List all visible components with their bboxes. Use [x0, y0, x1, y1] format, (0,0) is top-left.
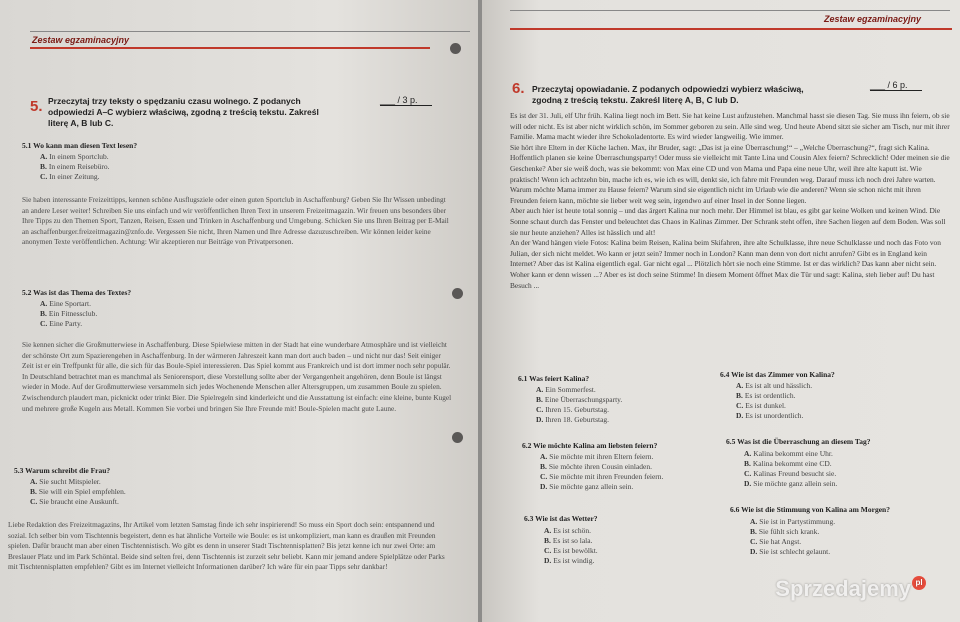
option[interactable]: A. Es ist schön.	[544, 526, 592, 535]
text-3: Liebe Redaktion des Freizeitmagazins, Ihr Artikel vom letzten Samstag finde ich sehr inspirierend! So muss ein Sport doch sein: entspannend und sozial. Ich selber bin vom Tischtennis begeistert, denn es hat ähnliche Vorteile wie Boule: es ist unkompliziert, man kann es draußen mit Freunden spielen. Dafür braucht man aber einen Tischtennistisch. Wo gibt es denn in unserer Stadt Tischtennisplatten? Bis jetzt kenne ich nur zwei Orte: am Breslauer Platz und im Park Schöntal. Beide sind selten frei, denn Tischtennis ist zurzeit sehr beliebt. Kann mir jemand andere Spielplätze oder Parks mit Tischtennisplatten empfehlen? Gibt es im Internet vielleicht Informationen darüber? Ich wäre für ein paar Tipps sehr dankbar!	[8, 520, 445, 572]
option[interactable]: A. In einem Sportclub.	[40, 152, 109, 161]
option[interactable]: C. Sie braucht eine Auskunft.	[30, 497, 119, 506]
option[interactable]: C. Es ist bewölkt.	[544, 546, 598, 555]
options-6-1	[536, 385, 622, 425]
question-5-2: 5.2 Was ist das Thema des Textes?	[22, 288, 132, 297]
story-paragraph: Aber auch hier ist heute total sonnig – und das ärgert Kalina nur noch mehr. Der Himmel ist blau, es gibt gar keine Wolken und keinen Wind. Die Sonne schaut durch das Fenster und beleuchtet das Chaos in Kalinas Zimmer. Der Schrank steht offen, ihre Sachen liegen auf dem Boden. Was soll sie nur heute anziehen? Alles ist hässlich und alt!	[510, 206, 946, 237]
option[interactable]: B. Kalina bekommt eine CD.	[744, 459, 832, 468]
header-rule	[30, 31, 470, 32]
page-header: Zestaw egzaminacyjny	[32, 35, 130, 45]
option[interactable]: B. Es ist so lala.	[544, 536, 593, 545]
question-5-1: 5.1 Wo kann man diesen Text lesen?	[22, 141, 138, 150]
watermark-logo: Sprzedajemy pl	[775, 576, 926, 602]
story-paragraph: Sie hört ihre Eltern in der Küche lachen. Max, ihr Bruder, sagt: „Das ist ja eine Überraschung!“ – „Welche Überraschung?“, fragt sich Kalina. Hoffentlich planen sie keine Überraschungsparty! Oder muss sie vielleicht mit Tante Lina und Cousin Alex feiern? Schrecklich! Oder meinen sie die Geschenke? Aber sie weiß doch, was sie bekommt: von Max eine CD und von Mama und Papa eine neue Uhr, weil ihre alte kaputt ist. Wie praktisch! Wenn ich achtzehn bin, mache ich es, wie ich es will, denkt sie, ich fahre mit Freunden weg. Darauf muss ich noch drei Jahre warten. Warum möchte Mama immer zu Hause feiern? Warum sind sie eigentlich nicht im Urlaub wie die anderen? Wenn sie schon nicht mit ihren Freunden feiern kann, möchte sie lieber weit weg sein, irgendwo auf einer Insel in der Sonne liegen.	[510, 142, 950, 205]
question-6-2: 6.2 Wie möchte Kalina am liebsten feiern?	[522, 441, 658, 450]
question-6-4: 6.4 Wie ist das Zimmer von Kalina?	[720, 370, 835, 379]
option[interactable]: B. Sie fühlt sich krank.	[750, 527, 820, 536]
option[interactable]: D. Sie möchte ganz allein sein.	[744, 479, 838, 488]
header-red-rule	[510, 28, 952, 30]
story-paragraph: An der Wand hängen viele Fotos: Kalina beim Reisen, Kalina beim Skifahren, ihre alte Schulklasse, ihre neue Schulklasse und noch das Foto von Julian, der sich nicht meldet. Wo kann er jetzt sein? Immer noch in London? Kann man denn von dort nicht anrufen? Gibt es in England kein Internet? Aber das ist Kalina eigentlich egal. Gar nicht egal ... Plötzlich hört sie noch eine Stimme. Ist er das wirklich? Das kann aber nicht sein. Woher kann er denn wissen ...? Aber es ist doch seine Stimme! In diesem Moment öffnet Max die Tür und sagt: Kalina, steh lieber auf! Du hast Besuch ...	[510, 238, 941, 290]
task-instruction: Przeczytaj opowiadanie. Z podanych odpowiedzi wybierz właściwą, zgodną z treścią tekstu. Zakreśl literę A, B, C lub D.	[532, 84, 804, 105]
option[interactable]: A. Sie möchte mit ihren Eltern feiern.	[540, 452, 654, 461]
task-number: 6.	[512, 80, 525, 97]
option[interactable]: C. Sie hat Angst.	[750, 537, 802, 546]
option[interactable]: B. Sie möchte ihren Cousin einladen.	[540, 462, 652, 471]
option[interactable]: C. Kalinas Freund besucht sie.	[744, 469, 837, 478]
text-1: Sie haben interessante Freizeittipps, kennen schöne Ausflugsziele oder einen guten Sportclub in Aschaffenburg? Geben Sie Ihr Wissen unbedingt an andere Leser weiter! Schreiben Sie uns einfach und wir veröffentlichen Ihren Text in unserem Freizeitmagazin. Wir freuen uns besonders über Ihre Tipps zu den Themen Sport, Tanzen, Reisen, Essen und Trinken in Aschaffenburg und Umgebung. Schicken Sie uns Ihren Beitrag per E-Mail an aschaffenburger.freizeitmagazin@znfo.de. Vergessen Sie nicht, Ihren Namen und Ihre Adresse dazuzuschreiben. Wir können leider keine anonymen Texte veröffentlichen. Achtung: Wir akzeptieren nur Beiträge von Privatpersonen.	[22, 195, 449, 247]
task-number: 5.	[30, 98, 43, 115]
option[interactable]: B. Ein Fitnessclub.	[40, 309, 98, 318]
options-6-6	[750, 517, 835, 557]
option[interactable]: D. Es ist windig.	[544, 556, 595, 565]
option[interactable]: D. Sie ist schlecht gelaunt.	[750, 547, 831, 556]
option[interactable]: C. Sie möchte mit ihren Freunden feiern.	[540, 472, 664, 481]
options-6-4	[736, 381, 812, 421]
options-6-2	[540, 452, 663, 492]
options-5-2	[40, 299, 97, 329]
options-5-3	[30, 477, 126, 507]
story-text	[510, 111, 950, 291]
text-2: Sie kennen sicher die Großmutterwiese in Aschaffenburg. Diese Spielwiese mitten in der Stadt hat eine wunderbare Atmosphäre und ist vielleicht der schönste Ort zum Spazierengehen in Aschaffenburg. In der wärmeren Jahreszeit kann man dort auch baden – und nicht nur das! Seit einiger Zeit ist er ein Treffpunkt für alle, die sich für das Boule-Spiel interessieren. Das Spiel kommt aus Frankreich und ist dort immer noch sehr populär. In Deutschland betrachtet man es manchmal als Seniorensport, diese Vorstellung sollte aber der Vergangenheit angehören, denn Boule ist längst wieder in Mode. Auf der Großmutterwiese versammeln sich jedes Wochenende Menschen aller Altersgruppen, um zusammen Boule zu spielen. Zwischendurch plaudert man, picknickt oder trinkt Bier. Die Spielregeln sind kinderleicht und die Ausstattung ist einfach: eine kleine, bunte Kugel und mehrere große Kugeln aus Metall. Kommen Sie vorbei und bringen Sie Ihre Freunde mit! Boule-Spielen macht gute Laune.	[22, 340, 452, 413]
question-6-1: 6.1 Was feiert Kalina?	[518, 374, 590, 383]
right-page	[482, 0, 960, 622]
binder-hole	[452, 288, 463, 299]
option[interactable]: A. Sie ist in Partystimmung.	[750, 517, 836, 526]
question-6-5: 6.5 Was ist die Überraschung an diesem Tag?	[726, 437, 871, 446]
option[interactable]: D. Ihren 18. Geburtstag.	[536, 415, 610, 424]
options-6-3	[544, 526, 598, 566]
page-header: Zestaw egzaminacyjny	[824, 14, 922, 24]
story-paragraph: Es ist der 31. Juli, elf Uhr früh. Kalina liegt noch im Bett. Sie hat keine Lust aufzustehen. Manchmal hasst sie diesen Tag. Sie muss ihn feiern, ob sie will oder nicht. Es ist aber nicht wirklich schön, im Sommer geboren zu sein. Alle sind weg. Und heute Abend sitzt sie sicher am Tisch, nur mit ihrer Familie. Mama macht wieder ihre Schokoladentorte. Es wird wieder langweilig. Wie immer.	[510, 111, 950, 142]
left-page	[0, 0, 478, 622]
option[interactable]: B. Eine Überraschungsparty.	[536, 395, 623, 404]
option[interactable]: B. Es ist ordentlich.	[736, 391, 796, 400]
question-5-3: 5.3 Warum schreibt die Frau?	[14, 466, 111, 475]
header-rule	[510, 10, 950, 11]
option[interactable]: A. Ein Sommerfest.	[536, 385, 596, 394]
option[interactable]: C. Ihren 15. Geburtstag.	[536, 405, 610, 414]
option[interactable]: B. Sie will ein Spiel empfehlen.	[30, 487, 126, 496]
options-5-1	[40, 152, 110, 182]
option[interactable]: A. Es ist alt und hässlich.	[736, 381, 813, 390]
option[interactable]: A. Kalina bekommt eine Uhr.	[744, 449, 833, 458]
option[interactable]: C. In einer Zeitung.	[40, 172, 100, 181]
option[interactable]: D. Es ist unordentlich.	[736, 411, 804, 420]
task-instruction: Przeczytaj trzy teksty o spędzaniu czasu wolnego. Z podanych odpowiedzi A–C wybierz właściwą, zgodną z treścią tekstu. Zakreśl literę A, B lub C.	[48, 96, 319, 128]
binder-hole	[450, 43, 461, 54]
option[interactable]: A. Sie sucht Mitspieler.	[30, 477, 101, 486]
score-box: ___ / 6 p.	[870, 80, 922, 91]
option[interactable]: B. In einem Reisebüro.	[40, 162, 110, 171]
binder-hole	[452, 432, 463, 443]
question-6-6: 6.6 Wie ist die Stimmung von Kalina am Morgen?	[730, 505, 890, 514]
option[interactable]: D. Sie möchte ganz allein sein.	[540, 482, 634, 491]
header-red-rule	[30, 47, 430, 49]
option[interactable]: A. Eine Sportart.	[40, 299, 91, 308]
options-6-5	[744, 449, 837, 489]
option[interactable]: C. Eine Party.	[40, 319, 83, 328]
question-6-3: 6.3 Wie ist das Wetter?	[524, 514, 598, 523]
score-box: ___ / 3 p.	[380, 95, 432, 106]
option[interactable]: C. Es ist dunkel.	[736, 401, 786, 410]
